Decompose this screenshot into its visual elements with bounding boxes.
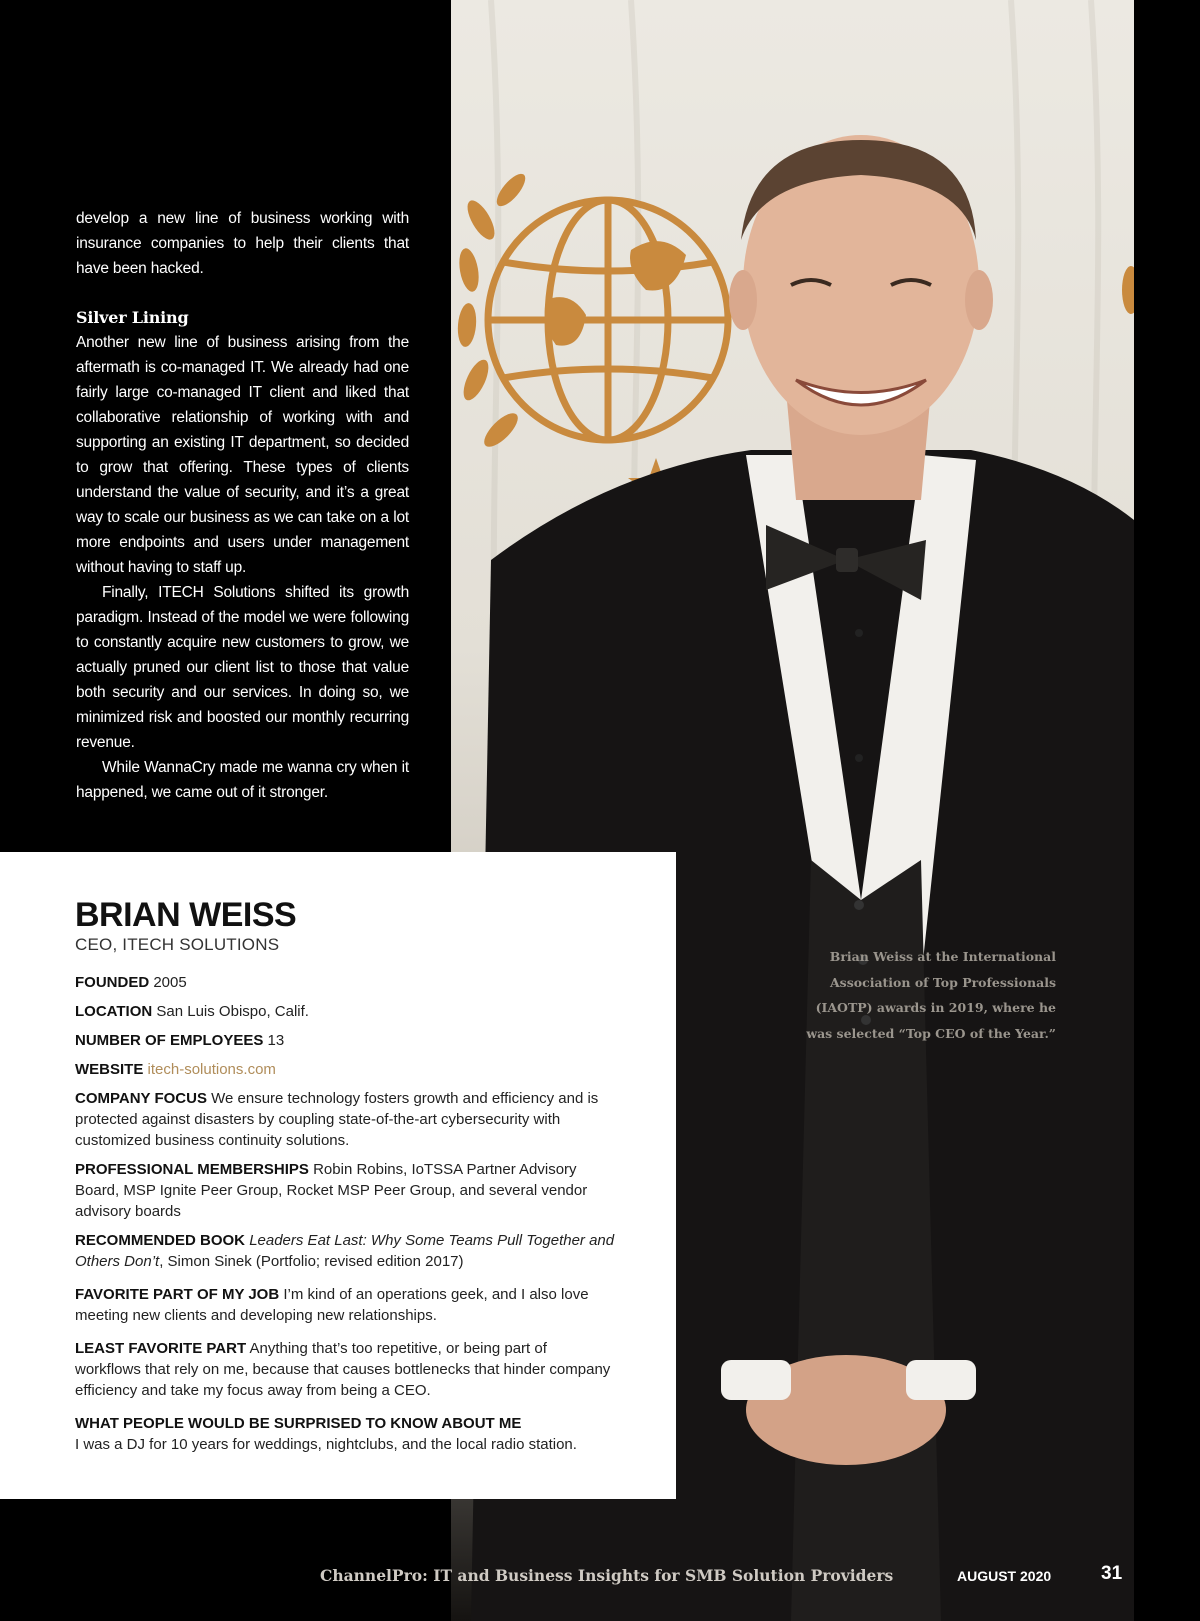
field-value: , Simon Sinek (Portfolio; revised edition 2017): [159, 1253, 464, 1270]
field-label: FOUNDED: [75, 974, 150, 991]
field-label: WEBSITE: [75, 1061, 144, 1078]
employees-field: [75, 1030, 615, 1051]
field-value: We ensure technology fosters growth and efficiency and is protected against disasters by coupling state-of-the-art cybersecurity with customized business continuity solutions.: [75, 1090, 599, 1149]
field-value: San Luis Obispo, Calif.: [156, 1003, 309, 1020]
least-favorite-field: [75, 1338, 615, 1401]
field-value: 13: [267, 1032, 285, 1049]
field-label: FAVORITE PART OF MY JOB: [75, 1286, 280, 1303]
field-value: Robin Robins, IoTSSA Partner Advisory Board, MSP Ignite Peer Group, Rocket MSP Peer Group, and several vendor advisory boards: [75, 1161, 588, 1220]
field-value: 2005: [153, 974, 187, 991]
website-field: [75, 1059, 615, 1080]
field-label: WHAT PEOPLE WOULD BE SURPRISED TO KNOW ABOUT ME: [75, 1415, 522, 1432]
article-paragraph: While WannaCry made me wanna cry when it happened, we came out of it stronger.: [76, 759, 409, 801]
book-field: [75, 1230, 615, 1272]
globe-emblem-icon: [488, 200, 728, 440]
founded-field: [75, 972, 615, 993]
profile-title: CEO, ITECH SOLUTIONS: [75, 935, 280, 954]
photo-caption: Brian Weiss at the International Association of Top Professionals (IAOTP) awards in 2019, where he was selected “Top CEO of the Year.”: [806, 949, 1056, 1041]
memberships-field: [75, 1159, 615, 1222]
field-label: LOCATION: [75, 1003, 153, 1020]
article-paragraph: Another new line of business arising from the aftermath is co-managed IT. We already had one fairly large co-managed IT client and liked that collaborative relationship of working with and supporting an existing IT department, so decided to grow that offering. These types of clients understand the value of security, and it’s a great way to scale our business as we can take on a lot more endpoints and users under management without having to staff up.: [76, 334, 409, 576]
article-paragraph: Finally, ITECH Solutions shifted its growth paradigm. Instead of the model we were following to constantly acquire new customers to grow, we actually pruned our client list to those that value both security and our services. In doing so, we minimized risk and boosted our monthly recurring revenue.: [76, 584, 409, 751]
field-label: PROFESSIONAL MEMBERSHIPS: [75, 1161, 309, 1178]
profile-box: [0, 852, 676, 1499]
article-body: [76, 206, 409, 805]
page-number: 31: [1101, 1563, 1123, 1584]
field-label: COMPANY FOCUS: [75, 1090, 207, 1107]
field-label: NUMBER OF EMPLOYEES: [75, 1032, 264, 1049]
surprise-field: [75, 1413, 615, 1455]
footer-publication: ChannelPro: IT and Business Insights for SMB Solution Providers: [320, 1566, 894, 1585]
location-field: [75, 1001, 615, 1022]
field-label: RECOMMENDED BOOK: [75, 1232, 246, 1249]
website-link[interactable]: itech-solutions.com: [147, 1061, 276, 1078]
favorite-field: [75, 1284, 615, 1326]
profile-name: BRIAN WEISS: [75, 896, 297, 934]
field-value: I was a DJ for 10 years for weddings, nightclubs, and the local radio station.: [75, 1436, 577, 1453]
field-value: I’m kind of an operations geek, and I also love meeting new clients and developing new relationships.: [75, 1286, 589, 1324]
book-title: Leaders Eat Last: Why Some Teams Pull Together and Others Don’t: [75, 1232, 615, 1270]
section-heading: Silver Lining: [76, 308, 189, 327]
article-paragraph: develop a new line of business working with insurance companies to help their clients that have been hacked.: [76, 210, 409, 277]
field-label: LEAST FAVORITE PART: [75, 1340, 247, 1357]
field-value: Anything that’s too repetitive, or being part of workflows that rely on me, because that causes bottlenecks that hinder company efficiency and take my focus away from being a CEO.: [75, 1340, 611, 1399]
footer-date: AUGUST 2020: [957, 1568, 1052, 1584]
focus-field: [75, 1088, 615, 1151]
